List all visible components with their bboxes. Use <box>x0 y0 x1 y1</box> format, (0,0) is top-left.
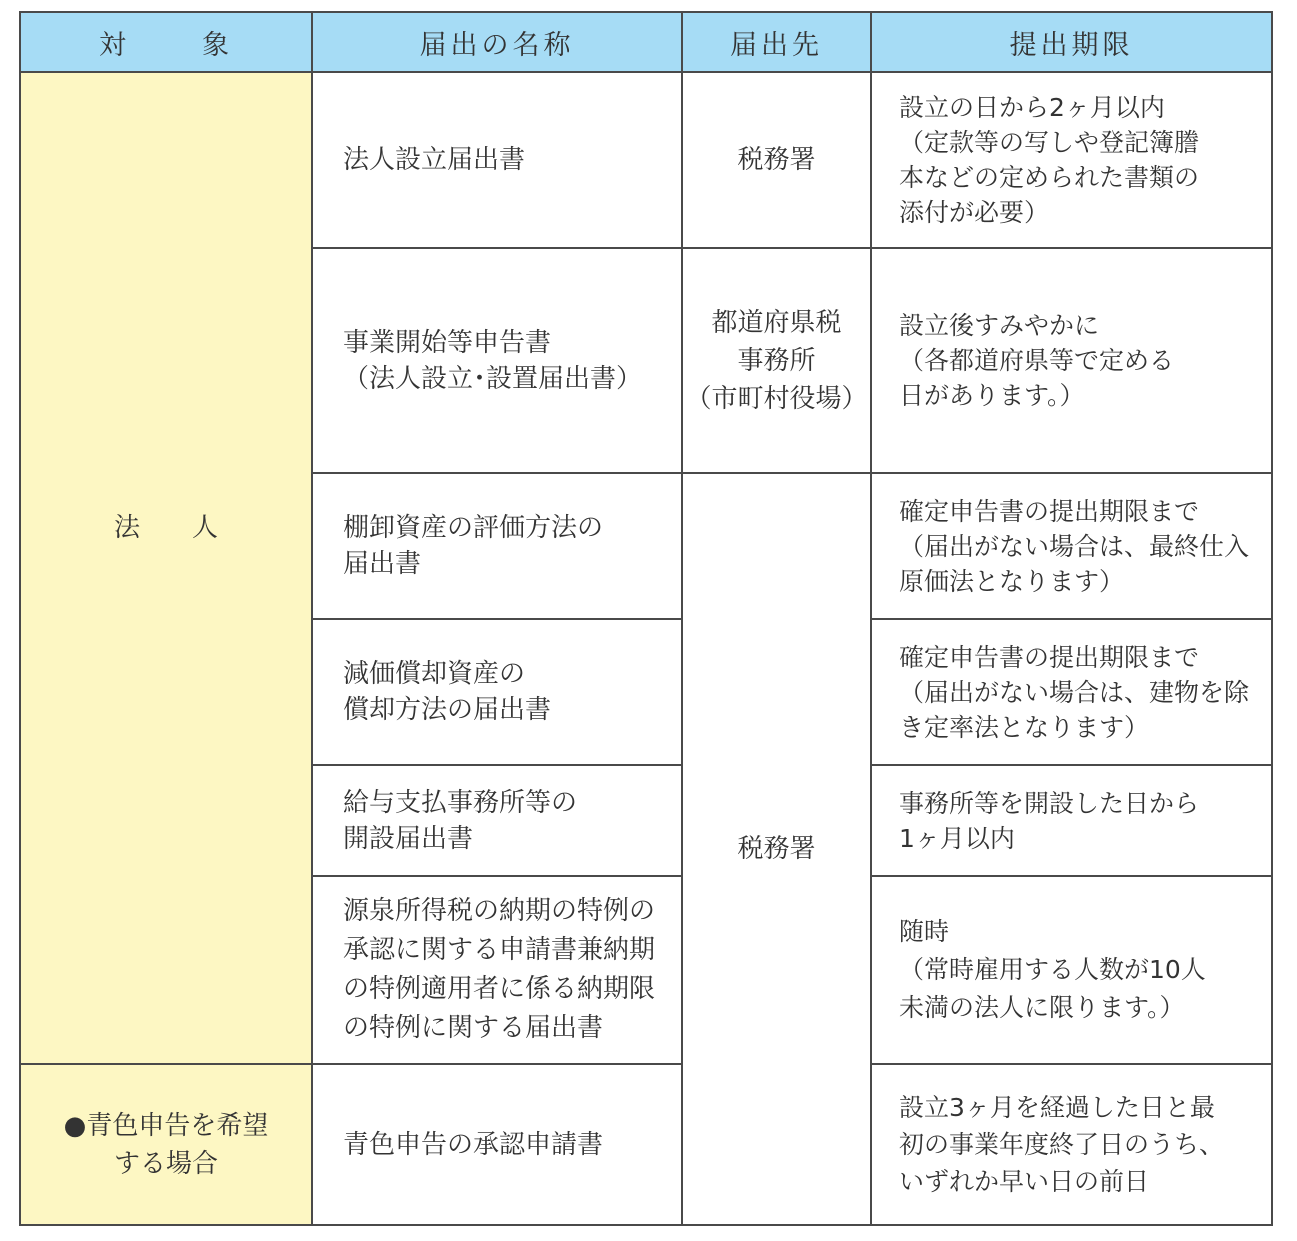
deadline-text: 確定申告書の提出期限まで <box>899 496 1200 526</box>
deadline-cell <box>871 72 1272 248</box>
deadline-text: 設立3ヶ月を経過した日と最 <box>899 1093 1215 1122</box>
office-cell <box>682 72 871 248</box>
deadline-text: 確定申告書の提出期限まで <box>899 642 1200 672</box>
deadline-cell <box>871 473 1272 619</box>
form-name-cell <box>312 876 682 1064</box>
form-name-cell <box>312 1064 682 1225</box>
form-name-text: 承認に関する申請書兼納期 <box>343 935 656 965</box>
form-name-text: 給与支払事務所等の <box>343 787 578 818</box>
subject-corporation-label: 法 人 <box>113 513 218 543</box>
form-name-text: 源泉所得税の納期の特例の <box>343 896 656 926</box>
office-cell <box>682 248 871 473</box>
office-cell-merged <box>682 473 871 1225</box>
header-row <box>20 12 1272 72</box>
deadline-text: （届出がない場合は、建物を除 <box>899 677 1250 707</box>
form-name-text: の特例適用者に係る納期限 <box>343 974 656 1004</box>
deadline-text: 未満の法人に限ります。） <box>899 993 1185 1022</box>
form-name-text: 開設届出書 <box>343 823 474 854</box>
form-name-text: 届出書 <box>343 549 422 579</box>
form-name-text: 法人設立届出書 <box>343 145 526 175</box>
office-prefectural: 事務所 <box>737 345 816 376</box>
subject-blue-return-label: する場合 <box>113 1148 218 1179</box>
subject-corporation <box>20 72 312 1064</box>
form-name-cell <box>312 765 682 876</box>
subject-blue-return <box>20 1064 312 1225</box>
filing-requirements-table <box>19 11 1273 1226</box>
deadline-text: 設立の日から2ヶ月以内 <box>899 93 1165 122</box>
table-row <box>20 72 1272 248</box>
office-prefectural: 都道府県税 <box>711 307 842 338</box>
header-submit-to: 届出先 <box>682 12 871 72</box>
deadline-text: （各都道府県等で定める <box>899 346 1175 375</box>
form-name-text: 棚卸資産の評価方法の <box>343 513 604 543</box>
form-name-text: 減価償却資産の <box>343 659 526 689</box>
form-name-cell <box>312 619 682 765</box>
subject-blue-return-label: ●青色申告を希望 <box>63 1110 269 1141</box>
deadline-text: 事務所等を開設した日から <box>899 788 1200 818</box>
form-name-text: 償却方法の届出書 <box>343 695 552 725</box>
deadline-text: き定率法となります） <box>899 712 1150 742</box>
office-prefectural: （市町村役場） <box>685 383 868 414</box>
header-form-name: 届出の名称 <box>312 12 682 72</box>
deadline-text: 1ヶ月以内 <box>899 823 1015 853</box>
table-row <box>20 1064 1272 1225</box>
form-name-text: 事業開始等申告書 <box>343 327 552 358</box>
deadline-text: 添付が必要） <box>899 198 1050 227</box>
form-name-cell <box>312 72 682 248</box>
deadline-text: 原価法となります） <box>899 566 1125 596</box>
form-name-text: （法人設立･設置届出書） <box>343 363 643 394</box>
deadline-text: 本などの定められた書類の <box>899 163 1200 192</box>
deadline-cell <box>871 765 1272 876</box>
deadline-text: いずれか早い日の前日 <box>899 1167 1150 1196</box>
office-tax-office: 税務署 <box>737 834 816 864</box>
deadline-cell <box>871 876 1272 1064</box>
deadline-cell <box>871 619 1272 765</box>
form-name-text: の特例に関する届出書 <box>343 1013 604 1043</box>
header-subject <box>20 12 312 72</box>
deadline-text: （届出がない場合は、最終仕入 <box>899 531 1250 561</box>
deadline-text: 日があります。） <box>899 381 1085 410</box>
form-name-cell <box>312 248 682 473</box>
deadline-cell <box>871 248 1272 473</box>
deadline-text: 随時 <box>899 917 950 946</box>
deadline-text: （定款等の写しや登記簿謄 <box>899 128 1200 157</box>
deadline-text: 設立後すみやかに <box>899 311 1100 340</box>
header-deadline: 提出期限 <box>871 12 1272 72</box>
header-subject-label: 対 象 <box>99 29 233 61</box>
deadline-text: 初の事業年度終了日のうち、 <box>899 1130 1225 1159</box>
office-tax-office: 税務署 <box>737 145 816 175</box>
form-name-text: 青色申告の承認申請書 <box>343 1129 604 1160</box>
form-name-cell <box>312 473 682 619</box>
deadline-cell <box>871 1064 1272 1225</box>
deadline-text: （常時雇用する人数が10人 <box>899 955 1206 984</box>
